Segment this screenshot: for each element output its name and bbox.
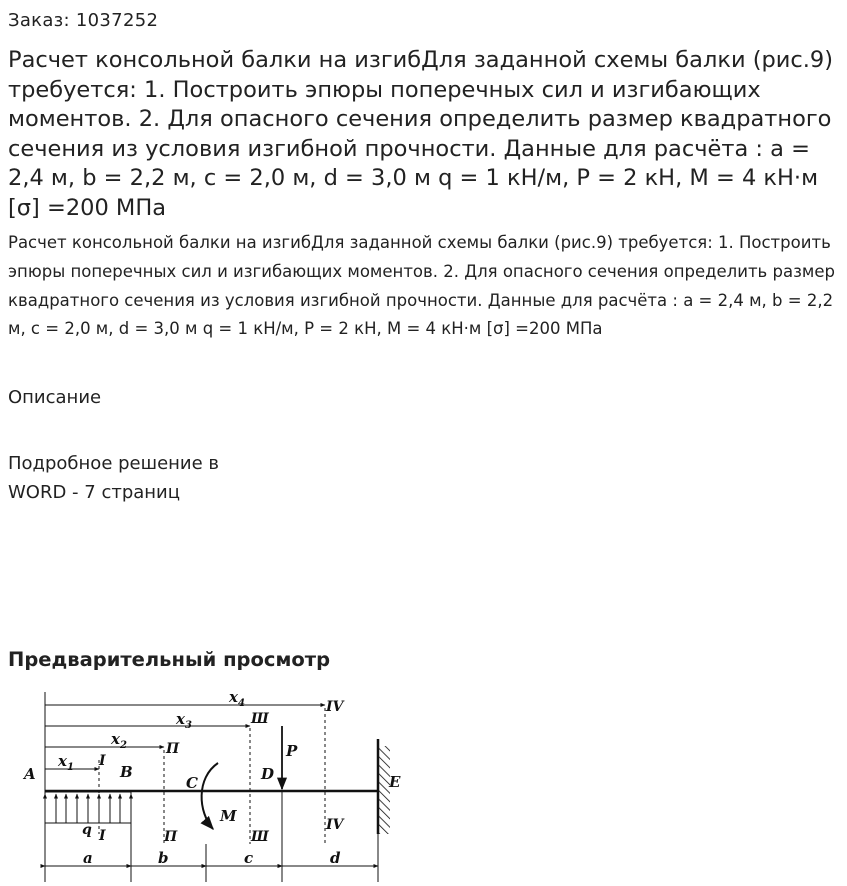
- x2-label: $x_2$: [111, 730, 127, 751]
- section-IV-bottom: IV: [326, 817, 344, 833]
- section-IV-top: IV: [326, 699, 344, 715]
- section-II-bottom: П: [164, 829, 178, 845]
- dim-a-label: a: [83, 849, 93, 867]
- q-label: q: [82, 822, 92, 838]
- section-III-bottom: Ш: [251, 829, 269, 845]
- dim-d-label: d: [330, 849, 341, 867]
- beam-diagram: [0, 684, 420, 886]
- order-number: Заказ: 1037252: [8, 10, 159, 31]
- moment-M-label: M: [220, 807, 237, 825]
- solution-info: [8, 449, 308, 507]
- x4-label: $x_4$: [229, 688, 245, 709]
- point-C-label: C: [186, 774, 198, 792]
- point-E-label: E: [389, 773, 401, 791]
- preview-heading: Предварительный просмотр: [8, 648, 331, 671]
- moment-M-arrow: [202, 763, 218, 829]
- distributed-load-arrows: [45, 794, 131, 823]
- dim-c-label: c: [244, 849, 254, 867]
- solution-line-1: Подробное решение в: [8, 453, 220, 474]
- section-I-bottom: I: [99, 828, 106, 844]
- dim-b-label: b: [158, 849, 169, 867]
- point-D-label: D: [261, 765, 275, 783]
- section-I-top: I: [99, 753, 106, 769]
- section-II-top: П: [166, 741, 180, 757]
- point-A-label: A: [24, 765, 36, 783]
- description-section-label: Описание: [8, 387, 102, 408]
- point-B-label: B: [120, 763, 133, 781]
- force-P-label: P: [286, 742, 298, 760]
- section-III-top: Ш: [251, 711, 269, 727]
- solution-line-2: WORD - 7 страниц: [8, 482, 181, 503]
- product-title: Расчет консольной балки на изгибДля заданной схемы балки (рис.9) требуется: 1. Построить эпюры поперечных сил и изгибающих моментов. 2. Для опасного сечения определить размер квадратного сечения из условия изгибной прочности. Данные для расчёта : a = 2,4 м, b = 2,2 м, c = 2,0 м, d = 3,0 м q = 1 кН/м, P = 2 кН, M = 4 кН·м [σ] =200 МПа: [8, 47, 834, 221]
- x3-label: $x_3$: [176, 710, 192, 731]
- product-description: Расчет консольной балки на изгибДля заданной схемы балки (рис.9) требуется: 1. Построить эпюры поперечных сил и изгибающих моментов. 2. Для опасного сечения определить размер квадратного сечения из условия изгибной прочности. Данные для расчёта : a = 2,4 м, b = 2,2 м, c = 2,0 м, d = 3,0 м q = 1 кН/м, P = 2 кН, M = 4 кН·м [σ] =200 МПа: [8, 233, 835, 339]
- x1-label: $x_1$: [58, 752, 74, 773]
